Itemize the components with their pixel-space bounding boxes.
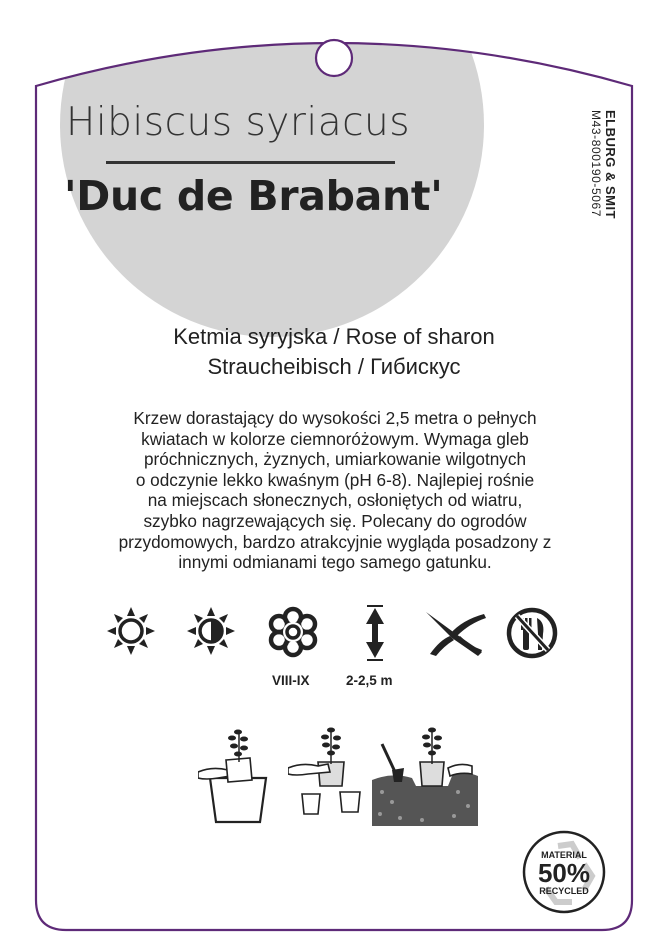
full-sun-icon [106, 606, 156, 656]
recycled-material-badge [522, 830, 606, 914]
header-grey-circle [60, 0, 484, 337]
planting-step-3-icon [372, 722, 478, 826]
product-code: M43-800190-5067 [589, 110, 603, 218]
flower-icon [266, 606, 320, 658]
pruning-shears-icon [422, 606, 488, 660]
planting-step-2-icon [288, 722, 368, 826]
planting-step-1-icon [198, 722, 278, 826]
description-line: kwiatach w kolorze ciemnoróżowym. Wymaga gleb [141, 428, 529, 449]
plant-height: 2-2,5 m [346, 673, 393, 688]
badge-line-3: RECYCLED [539, 886, 589, 896]
description-line: o odczynie lekko kwaśnym (pH 6-8). Najlepiej rośnie [135, 469, 535, 490]
flowering-period: VIII-IX [272, 673, 310, 688]
brand-name: ELBURG & SMIT [603, 110, 618, 220]
not-edible-icon [505, 606, 559, 660]
description-line: innymi odmianami tego samego gatunku. [178, 552, 492, 573]
description-line: Krzew dorastający do wysokości 2,5 metra o pełnych [133, 408, 537, 428]
badge-line-1: MATERIAL [541, 850, 587, 860]
description-line: szybko nagrzewających się. Polecany do ogrodów [143, 510, 527, 531]
height-arrow-icon [360, 604, 390, 662]
brand-block [588, 110, 618, 219]
hang-hole [316, 40, 352, 76]
description [70, 408, 600, 573]
cultivar-name: 'Duc de Brabant' [64, 172, 443, 220]
badge-line-2: 50% [537, 858, 591, 888]
description-line: próchnicznych, żyznych, umiarkowanie wilgotnych [143, 449, 527, 470]
description-line: przydomowych, bardzo atrakcyjnie wygląda posadzony z [118, 531, 552, 552]
half-shade-icon [186, 606, 236, 656]
common-names-line-1: Ketmia syryjska / Rose of sharon [173, 324, 495, 349]
latin-name: Hibiscus syriacus [66, 100, 411, 145]
description-line: na miejscach słonecznych, osłoniętych od wiatru, [147, 490, 523, 511]
title-divider [106, 161, 395, 164]
common-names-line-2: Straucheibisch / Гибискус [207, 354, 461, 379]
